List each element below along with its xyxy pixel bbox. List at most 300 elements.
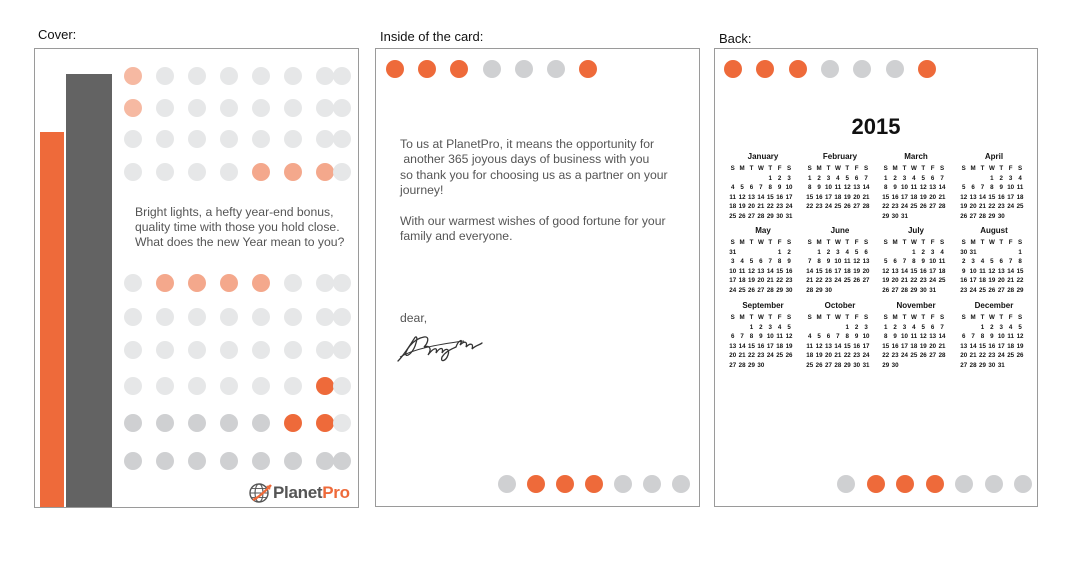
day-cell: 10 bbox=[729, 267, 737, 275]
day-cell: 15 bbox=[766, 193, 774, 201]
weekday-label: W bbox=[757, 165, 764, 172]
day-cell: 1 bbox=[912, 248, 916, 256]
decorative-dot bbox=[124, 130, 142, 148]
back-panel bbox=[714, 48, 1038, 507]
day-cell bbox=[909, 361, 918, 371]
weekday-label: T bbox=[826, 239, 831, 246]
day-cell: 24 bbox=[1007, 203, 1015, 211]
day-cell: 15 bbox=[748, 342, 755, 350]
weekday-label: S bbox=[786, 239, 792, 246]
day-cell: 31 bbox=[729, 248, 737, 256]
day-cell: 13 bbox=[929, 333, 937, 341]
day-cell: 12 bbox=[1016, 333, 1024, 341]
inside-paragraph-2: With our warmest wishes of good fortune for your family and everyone. bbox=[400, 213, 666, 244]
month-name: July bbox=[907, 226, 924, 235]
day-cell: 7 bbox=[980, 184, 985, 192]
day-cell: 9 bbox=[854, 333, 859, 341]
day-cell: 27 bbox=[960, 361, 968, 369]
decorative-dot bbox=[284, 341, 302, 359]
decorative-dot bbox=[853, 60, 871, 78]
day-cell: 12 bbox=[919, 333, 927, 341]
decorative-dot bbox=[985, 475, 1003, 493]
day-cell: 21 bbox=[757, 203, 765, 211]
weekday-label: S bbox=[807, 239, 812, 246]
day-cell: 16 bbox=[815, 193, 823, 201]
decorative-dot bbox=[220, 99, 238, 117]
day-cell: 25 bbox=[776, 352, 784, 360]
day-cell: 8 bbox=[990, 184, 994, 192]
decorative-dot bbox=[220, 274, 238, 292]
day-cell: 3 bbox=[902, 323, 907, 331]
decorative-dot bbox=[284, 377, 302, 395]
day-cell bbox=[937, 212, 946, 222]
calendar-month bbox=[805, 301, 875, 371]
weekday-label: W bbox=[910, 314, 917, 321]
weekday-label: S bbox=[883, 239, 888, 246]
weekday-label: M bbox=[970, 239, 976, 246]
day-cell: 9 bbox=[826, 258, 831, 266]
day-cell: 29 bbox=[882, 361, 890, 369]
day-cell: 15 bbox=[1016, 267, 1024, 275]
day-cell: 4 bbox=[845, 248, 849, 256]
month-grid bbox=[959, 238, 1029, 296]
day-cell: 2 bbox=[893, 323, 897, 331]
day-cell bbox=[1006, 248, 1015, 258]
day-cell: 4 bbox=[912, 323, 916, 331]
day-cell: 3 bbox=[730, 258, 735, 266]
decorative-dot bbox=[188, 341, 206, 359]
day-cell: 21 bbox=[738, 352, 746, 360]
day-cell: 26 bbox=[748, 286, 755, 294]
day-cell: 6 bbox=[854, 174, 859, 182]
day-cell: 19 bbox=[748, 277, 755, 285]
weekday-label: F bbox=[1008, 165, 1013, 172]
weekday-label: T bbox=[768, 314, 773, 321]
day-cell: 24 bbox=[901, 203, 908, 211]
day-cell: 2 bbox=[961, 258, 966, 266]
day-cell: 16 bbox=[891, 342, 899, 350]
weekday-label: W bbox=[910, 239, 917, 246]
decorative-dot bbox=[896, 475, 914, 493]
day-cell: 25 bbox=[910, 352, 918, 360]
planetpro-logo bbox=[249, 481, 350, 505]
day-cell: 19 bbox=[960, 203, 968, 211]
day-cell: 3 bbox=[836, 248, 840, 256]
day-cell: 23 bbox=[815, 203, 823, 211]
day-cell: 10 bbox=[766, 333, 774, 341]
decorative-dot bbox=[124, 452, 142, 470]
weekday-label: T bbox=[902, 314, 907, 321]
day-cell: 2 bbox=[854, 323, 859, 331]
day-cell: 14 bbox=[766, 267, 774, 275]
day-cell bbox=[978, 248, 987, 258]
decorative-dot bbox=[1014, 475, 1032, 493]
day-cell: 5 bbox=[921, 323, 925, 331]
day-cell: 22 bbox=[910, 277, 918, 285]
decorative-dot bbox=[672, 475, 690, 493]
day-cell: 12 bbox=[843, 184, 851, 192]
day-cell bbox=[861, 212, 870, 222]
day-cell: 8 bbox=[817, 258, 821, 266]
day-cell: 7 bbox=[902, 258, 907, 266]
weekday-label: S bbox=[807, 314, 812, 321]
decorative-dot bbox=[585, 475, 603, 493]
decorative-dot bbox=[284, 130, 302, 148]
day-cell: 7 bbox=[971, 333, 975, 341]
decorative-dot bbox=[333, 99, 351, 117]
gray-bar bbox=[66, 74, 112, 508]
decorative-dot bbox=[220, 377, 238, 395]
day-cell: 29 bbox=[766, 212, 774, 220]
day-cell: 8 bbox=[1018, 258, 1022, 266]
day-cell: 7 bbox=[1008, 258, 1013, 266]
day-cell: 12 bbox=[960, 193, 968, 201]
day-cell: 6 bbox=[864, 248, 868, 256]
day-cell: 21 bbox=[766, 277, 774, 285]
day-cell: 10 bbox=[901, 184, 908, 192]
decorative-dot bbox=[789, 60, 807, 78]
day-cell: 10 bbox=[997, 333, 1005, 341]
day-cell: 26 bbox=[919, 203, 927, 211]
month-name: December bbox=[974, 301, 1014, 310]
weekday-label: S bbox=[863, 239, 869, 246]
day-cell: 12 bbox=[785, 333, 793, 341]
day-cell: 14 bbox=[834, 342, 842, 350]
decorative-dot bbox=[188, 99, 206, 117]
orange-bar bbox=[40, 132, 64, 508]
day-cell: 22 bbox=[988, 203, 996, 211]
day-cell: 7 bbox=[759, 184, 763, 192]
day-cell: 21 bbox=[938, 193, 946, 201]
inside-message bbox=[400, 137, 690, 259]
day-cell: 4 bbox=[940, 248, 944, 256]
day-cell: 11 bbox=[729, 193, 736, 201]
day-cell: 7 bbox=[864, 174, 868, 182]
day-cell: 31 bbox=[929, 286, 937, 294]
decorative-dot bbox=[124, 163, 142, 181]
month-name: January bbox=[747, 152, 779, 161]
day-cell: 1 bbox=[768, 174, 772, 182]
day-cell: 19 bbox=[785, 342, 793, 350]
day-cell: 14 bbox=[938, 184, 946, 192]
decorative-dot bbox=[284, 452, 302, 470]
day-cell: 20 bbox=[997, 277, 1005, 285]
decorative-dot bbox=[643, 475, 661, 493]
day-cell: 18 bbox=[738, 277, 746, 285]
day-cell: 14 bbox=[806, 267, 814, 275]
weekday-label: T bbox=[768, 239, 773, 246]
day-cell bbox=[959, 323, 968, 333]
decorative-dot bbox=[333, 67, 351, 85]
day-cell: 9 bbox=[759, 333, 763, 341]
day-cell: 21 bbox=[901, 277, 908, 285]
day-cell bbox=[833, 323, 842, 333]
decorative-dot bbox=[450, 60, 468, 78]
weekday-label: S bbox=[807, 165, 812, 172]
day-cell: 12 bbox=[853, 258, 861, 266]
day-cell: 6 bbox=[749, 184, 754, 192]
calendar-month bbox=[881, 301, 951, 371]
day-cell bbox=[937, 286, 946, 296]
day-cell: 9 bbox=[961, 267, 966, 275]
day-cell: 7 bbox=[740, 333, 744, 341]
month-grid bbox=[805, 164, 875, 222]
day-cell: 11 bbox=[1016, 184, 1024, 192]
decorative-dot bbox=[220, 308, 238, 326]
day-cell: 3 bbox=[864, 323, 868, 331]
day-cell: 28 bbox=[979, 212, 986, 220]
day-cell: 23 bbox=[997, 203, 1005, 211]
day-cell: 1 bbox=[1018, 248, 1022, 256]
weekday-label: T bbox=[980, 239, 985, 246]
day-cell: 29 bbox=[910, 286, 918, 294]
inside-label: Inside of the card: bbox=[380, 29, 484, 44]
decorative-dot bbox=[955, 475, 973, 493]
day-cell: 5 bbox=[787, 323, 791, 331]
day-cell bbox=[833, 286, 842, 296]
day-cell: 21 bbox=[979, 203, 986, 211]
day-cell: 31 bbox=[969, 248, 977, 256]
day-cell bbox=[775, 361, 784, 371]
day-cell bbox=[968, 323, 977, 333]
month-name: February bbox=[822, 152, 858, 161]
weekday-label: F bbox=[930, 239, 935, 246]
day-cell: 8 bbox=[777, 258, 782, 266]
day-cell: 26 bbox=[960, 212, 968, 220]
decorative-dot bbox=[252, 163, 270, 181]
calendar-month bbox=[805, 226, 875, 296]
day-cell: 22 bbox=[748, 352, 755, 360]
day-cell: 15 bbox=[776, 267, 784, 275]
day-cell: 30 bbox=[891, 361, 899, 369]
day-cell: 18 bbox=[1016, 193, 1024, 201]
day-cell: 28 bbox=[901, 286, 908, 294]
decorative-dot bbox=[124, 341, 142, 359]
decorative-dot bbox=[756, 60, 774, 78]
day-cell: 27 bbox=[969, 212, 977, 220]
weekday-label: S bbox=[863, 165, 869, 172]
month-name: June bbox=[830, 226, 850, 235]
decorative-dot bbox=[333, 341, 351, 359]
day-cell bbox=[1006, 361, 1015, 371]
decorative-dot bbox=[124, 308, 142, 326]
day-cell: 18 bbox=[979, 277, 986, 285]
decorative-dot bbox=[252, 99, 270, 117]
day-cell: 23 bbox=[891, 203, 899, 211]
day-cell: 20 bbox=[729, 352, 737, 360]
day-cell: 26 bbox=[738, 212, 746, 220]
decorative-dot bbox=[220, 341, 238, 359]
day-cell: 8 bbox=[912, 258, 916, 266]
day-cell: 3 bbox=[768, 323, 772, 331]
weekday-label: S bbox=[863, 314, 869, 321]
decorative-dot bbox=[418, 60, 436, 78]
day-cell: 2 bbox=[893, 174, 897, 182]
decorative-dot bbox=[333, 377, 351, 395]
weekday-label: S bbox=[939, 239, 945, 246]
day-cell: 24 bbox=[969, 286, 977, 294]
weekday-label: S bbox=[1017, 239, 1023, 246]
day-cell bbox=[737, 248, 746, 258]
day-cell: 1 bbox=[990, 174, 994, 182]
day-cell bbox=[766, 361, 775, 371]
weekday-label: W bbox=[910, 165, 917, 172]
cover-message: Bright lights, a hefty year-end bonus, quality time with those you hold close. What does the new Year mean to you? bbox=[135, 205, 345, 250]
weekday-label: T bbox=[749, 165, 754, 172]
day-cell: 31 bbox=[997, 361, 1005, 369]
weekday-label: F bbox=[1008, 239, 1013, 246]
back-label: Back: bbox=[719, 31, 752, 46]
day-cell: 20 bbox=[960, 352, 968, 360]
day-cell: 24 bbox=[825, 203, 832, 211]
decorative-dot bbox=[316, 130, 334, 148]
day-cell bbox=[987, 248, 996, 258]
day-cell: 17 bbox=[729, 277, 737, 285]
day-cell bbox=[805, 248, 814, 258]
weekday-label: T bbox=[826, 165, 831, 172]
day-cell: 24 bbox=[997, 352, 1005, 360]
day-cell: 23 bbox=[960, 286, 968, 294]
day-cell bbox=[756, 174, 765, 184]
day-cell: 21 bbox=[969, 352, 977, 360]
day-cell: 4 bbox=[730, 184, 735, 192]
day-cell: 15 bbox=[843, 342, 851, 350]
day-cell: 25 bbox=[738, 286, 746, 294]
weekday-label: W bbox=[988, 239, 995, 246]
day-cell: 6 bbox=[930, 174, 935, 182]
day-cell: 25 bbox=[1016, 203, 1024, 211]
weekday-label: T bbox=[749, 239, 754, 246]
decorative-dot bbox=[316, 67, 334, 85]
decorative-dot bbox=[252, 452, 270, 470]
day-cell bbox=[814, 323, 823, 333]
day-cell: 1 bbox=[980, 323, 985, 331]
month-grid bbox=[881, 164, 951, 222]
day-cell: 5 bbox=[740, 184, 744, 192]
decorative-dot bbox=[316, 163, 334, 181]
day-cell bbox=[978, 174, 987, 184]
weekday-label: S bbox=[1017, 165, 1023, 172]
weekday-label: T bbox=[921, 239, 926, 246]
day-cell bbox=[928, 212, 937, 222]
day-cell: 20 bbox=[757, 277, 765, 285]
day-cell: 5 bbox=[921, 174, 925, 182]
day-cell: 27 bbox=[825, 361, 832, 369]
decorative-dot bbox=[252, 67, 270, 85]
day-cell bbox=[890, 248, 899, 258]
day-cell: 11 bbox=[834, 184, 842, 192]
day-cell: 18 bbox=[910, 342, 918, 350]
day-cell: 11 bbox=[1007, 333, 1014, 341]
day-cell: 13 bbox=[853, 184, 861, 192]
day-cell: 27 bbox=[929, 203, 937, 211]
day-cell: 24 bbox=[929, 277, 937, 285]
day-cell bbox=[997, 248, 1006, 258]
decorative-dot bbox=[316, 377, 334, 395]
weekday-label: F bbox=[854, 314, 859, 321]
calendar-month bbox=[881, 226, 951, 296]
decorative-dot bbox=[124, 377, 142, 395]
weekday-label: T bbox=[921, 314, 926, 321]
decorative-dot bbox=[252, 377, 270, 395]
day-cell: 7 bbox=[940, 174, 944, 182]
day-cell: 18 bbox=[776, 342, 784, 350]
day-cell bbox=[919, 212, 928, 222]
day-cell bbox=[968, 174, 977, 184]
day-cell: 13 bbox=[862, 258, 870, 266]
day-cell: 9 bbox=[921, 258, 925, 266]
day-cell bbox=[728, 323, 737, 333]
decorative-dot bbox=[124, 274, 142, 292]
weekday-label: T bbox=[749, 314, 754, 321]
day-cell: 13 bbox=[748, 193, 755, 201]
calendar-month bbox=[728, 301, 798, 371]
decorative-dot bbox=[918, 60, 936, 78]
day-cell: 25 bbox=[806, 361, 814, 369]
day-cell: 26 bbox=[988, 286, 996, 294]
day-cell: 25 bbox=[843, 277, 851, 285]
decorative-dot bbox=[188, 67, 206, 85]
day-cell: 16 bbox=[853, 342, 861, 350]
day-cell: 18 bbox=[806, 352, 814, 360]
month-grid bbox=[728, 164, 798, 222]
day-cell: 15 bbox=[988, 193, 996, 201]
day-cell: 30 bbox=[757, 361, 765, 369]
weekday-label: M bbox=[816, 314, 822, 321]
decorative-dot bbox=[220, 130, 238, 148]
weekday-label: T bbox=[921, 165, 926, 172]
decorative-dot bbox=[252, 274, 270, 292]
day-cell: 19 bbox=[919, 342, 927, 350]
month-grid bbox=[881, 313, 951, 371]
day-cell: 16 bbox=[988, 342, 996, 350]
day-cell bbox=[1015, 212, 1024, 222]
month-grid bbox=[728, 313, 798, 371]
decorative-dot bbox=[333, 414, 351, 432]
day-cell: 6 bbox=[930, 323, 935, 331]
inside-panel bbox=[375, 48, 700, 507]
weekday-label: M bbox=[970, 165, 976, 172]
day-cell: 9 bbox=[999, 184, 1003, 192]
month-name: April bbox=[984, 152, 1004, 161]
day-cell: 28 bbox=[938, 352, 946, 360]
day-cell: 11 bbox=[979, 267, 986, 275]
day-cell: 10 bbox=[834, 258, 842, 266]
decorative-dot bbox=[867, 475, 885, 493]
day-cell bbox=[843, 286, 852, 296]
day-cell: 16 bbox=[919, 267, 927, 275]
month-name: October bbox=[824, 301, 856, 310]
decorative-dot bbox=[156, 452, 174, 470]
day-cell: 25 bbox=[910, 203, 918, 211]
day-cell: 26 bbox=[919, 352, 927, 360]
day-cell: 29 bbox=[979, 361, 986, 369]
day-cell: 30 bbox=[853, 361, 861, 369]
day-cell: 27 bbox=[729, 361, 737, 369]
weekday-label: W bbox=[757, 239, 764, 246]
day-cell: 10 bbox=[785, 184, 793, 192]
day-cell: 2 bbox=[921, 248, 925, 256]
day-cell bbox=[805, 212, 814, 222]
day-cell: 2 bbox=[759, 323, 763, 331]
weekday-label: S bbox=[786, 314, 792, 321]
calendar-month bbox=[959, 226, 1029, 296]
weekday-label: F bbox=[1008, 314, 1013, 321]
decorative-dot bbox=[156, 274, 174, 292]
day-cell: 1 bbox=[817, 248, 821, 256]
day-cell: 8 bbox=[980, 333, 985, 341]
day-cell: 5 bbox=[854, 248, 859, 256]
